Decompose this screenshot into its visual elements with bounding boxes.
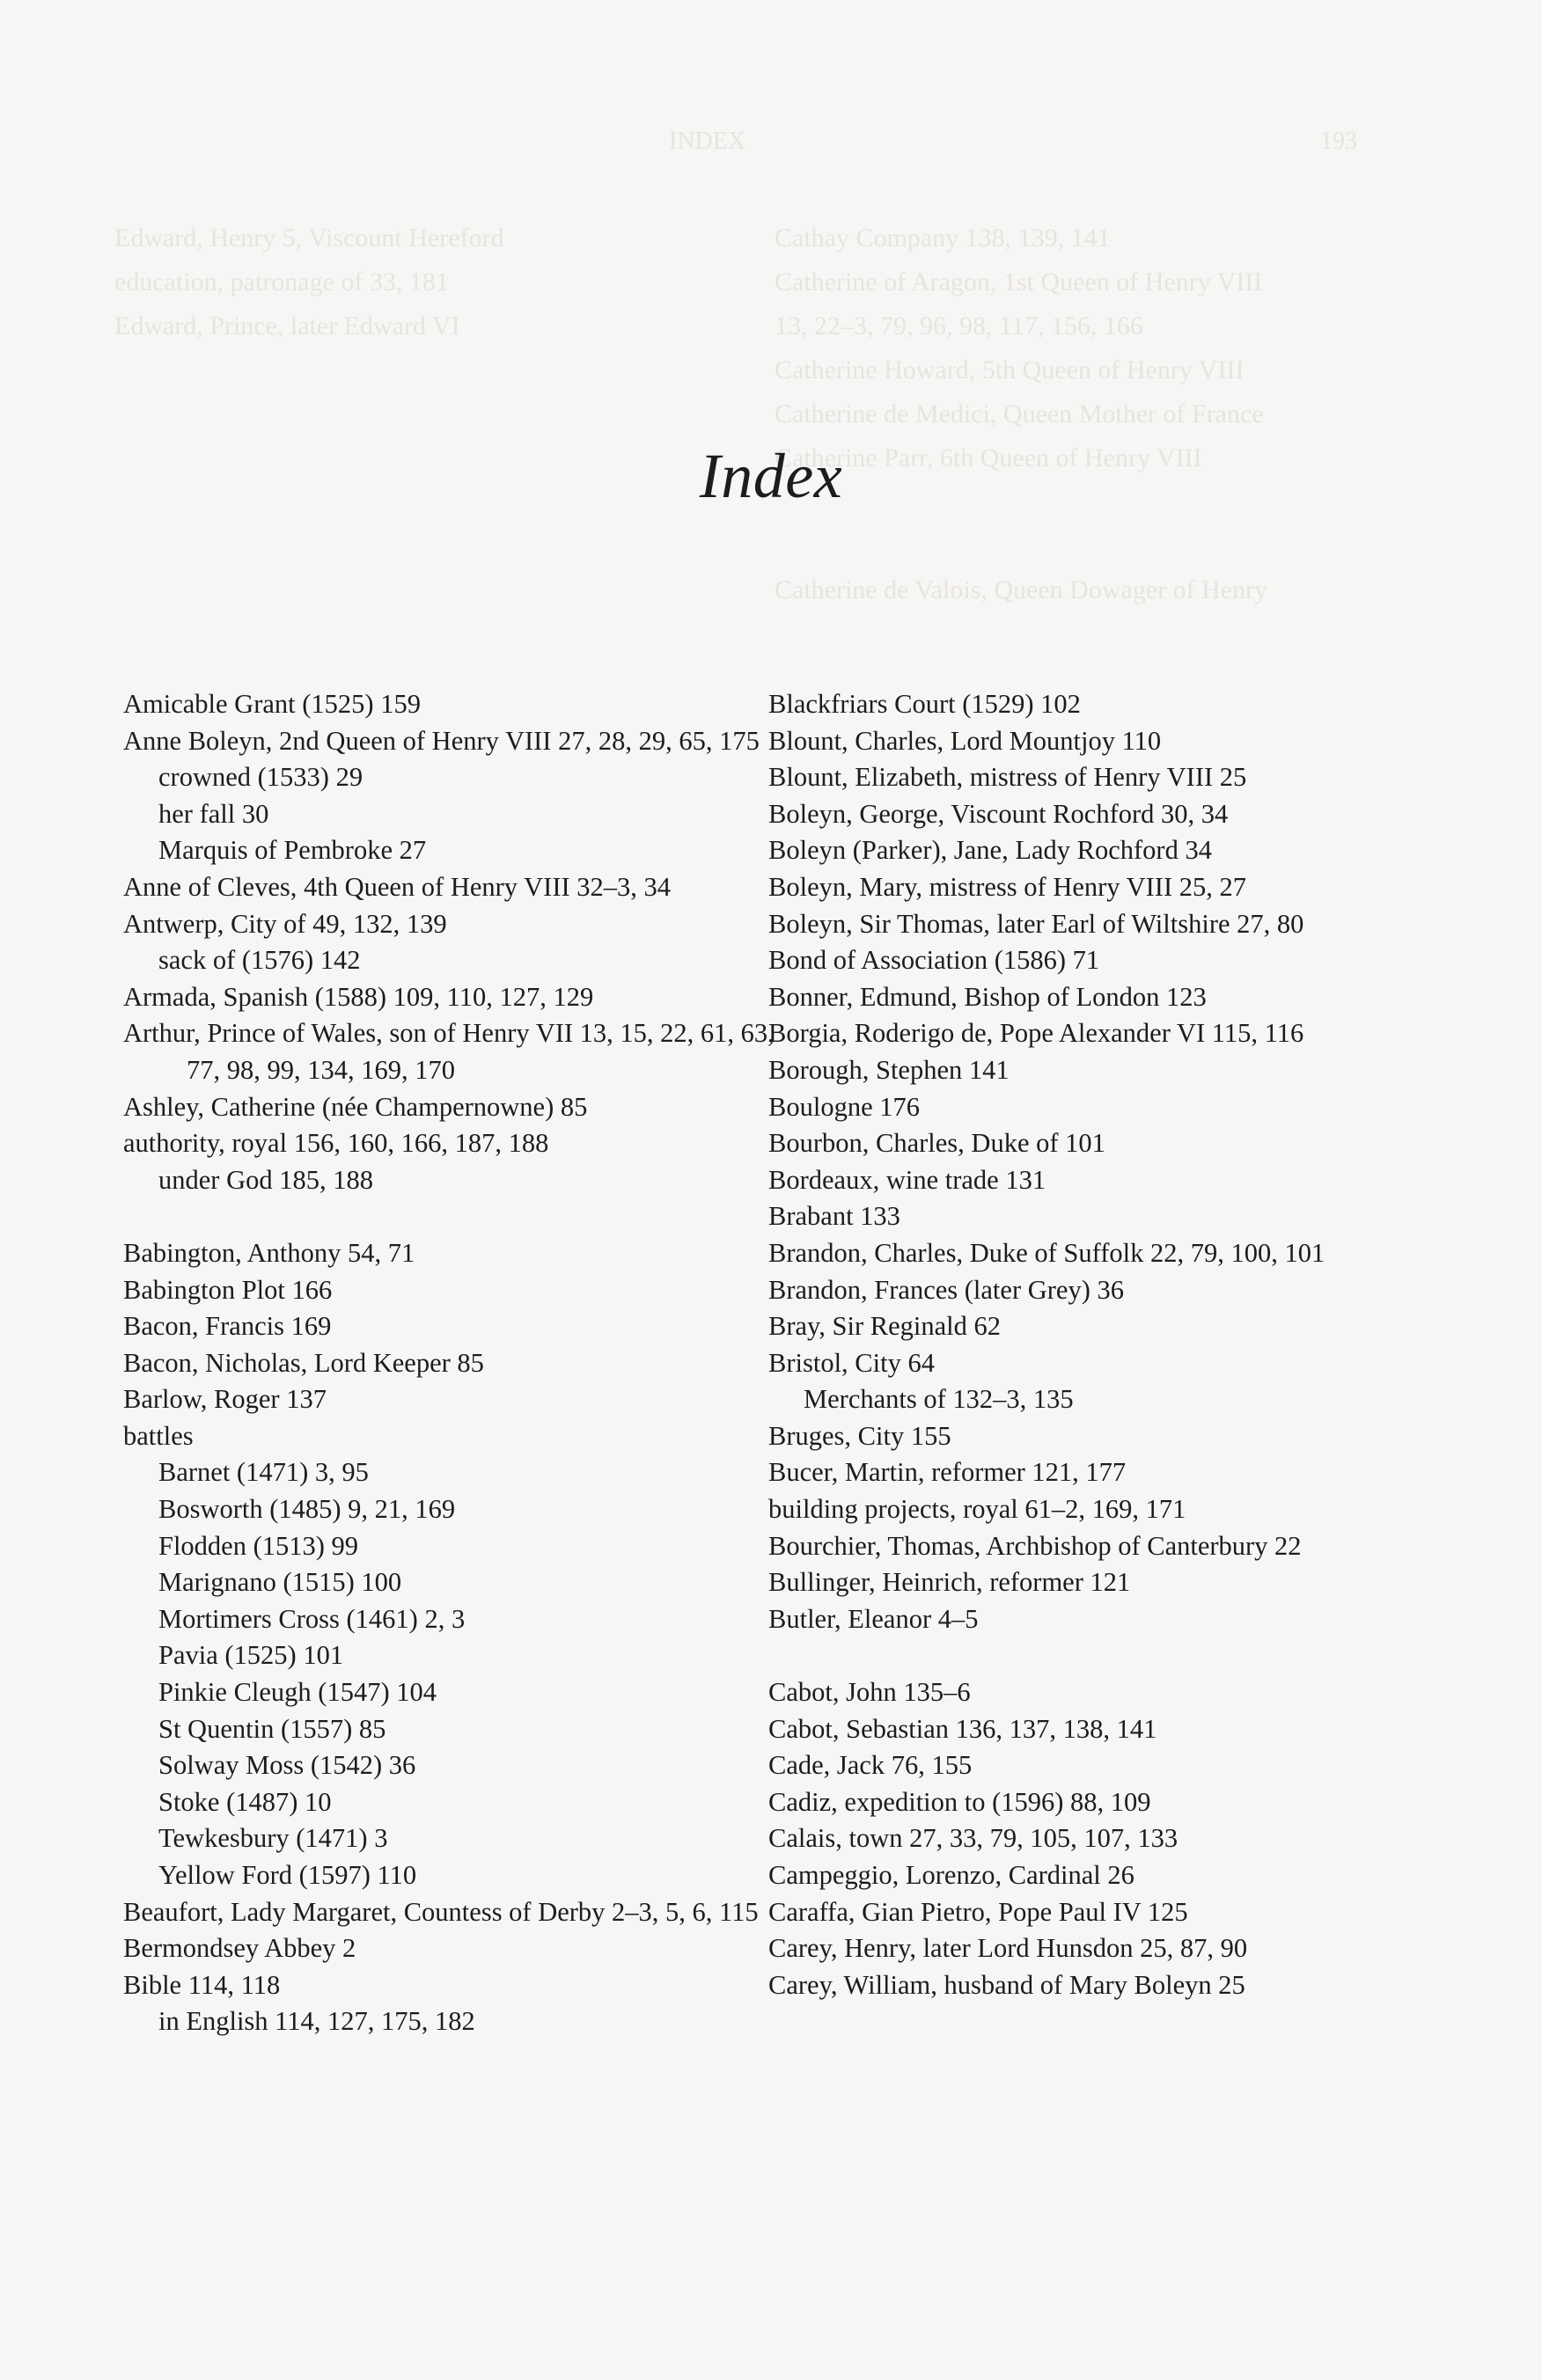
index-subentry: Stoke (1487) 10 [158,1786,332,1817]
index-entry: Bourbon, Charles, Duke of 101 [768,1128,1105,1159]
index-subentry: St Quentin (1557) 85 [158,1713,386,1744]
index-entry: Bermondsey Abbey 2 [123,1933,356,1964]
index-entry: Bacon, Nicholas, Lord Keeper 85 [123,1347,484,1378]
index-entry: Bordeaux, wine trade 131 [768,1164,1046,1195]
index-subentry: crowned (1533) 29 [158,762,363,793]
index-entry: Barlow, Roger 137 [123,1384,327,1415]
index-entry: Cabot, Sebastian 136, 137, 138, 141 [768,1713,1157,1744]
index-entry: Babington, Anthony 54, 71 [123,1237,415,1268]
index-entry: Carey, William, husband of Mary Boleyn 25 [768,1969,1245,2000]
index-entry: Amicable Grant (1525) 159 [123,689,421,719]
index-entry: Brabant 133 [768,1201,900,1232]
index-entry: Brandon, Charles, Duke of Suffolk 22, 79, 100, 101 [768,1237,1325,1268]
index-entry: Boleyn, Mary, mistress of Henry VIII 25, 27 [768,871,1246,902]
section-gap [768,1637,1420,1674]
index-entry: Carey, Henry, later Lord Hunsdon 25, 87, 90 [768,1933,1248,1964]
index-entry: Boleyn (Parker), Jane, Lady Rochford 34 [768,835,1212,866]
index-subentry: Barnet (1471) 3, 95 [158,1457,369,1488]
index-entry: Blackfriars Court (1529) 102 [768,689,1081,719]
index-entry: Bullinger, Heinrich, reformer 121 [768,1567,1131,1598]
index-subentry: Merchants of 132–3, 135 [804,1384,1074,1415]
index-column-right [768,686,1420,2003]
index-subentry: Pinkie Cleugh (1547) 104 [158,1677,437,1708]
index-entry: Arthur, Prince of Wales, son of Henry VII 13, 15, 22, 61, 63, 77, 98, 99, 134, 169, 170 [123,1018,775,1085]
index-entry: Anne Boleyn, 2nd Queen of Henry VIII 27, 28, 29, 65, 175 [123,725,760,756]
bleed-through-background: INDEX 193 Edward, Henry 5, Viscount Hereford Cathay Company 138, 139, 141 education, patronage of 33, 181 Catherine of Aragon, 1st Queen of Henry VIII Edward, Prince, later Edward VI 13, 22–3, 79, 96, 98, 117, 156, 166 Catherine Howard, 5th Queen of Henry VIII Catherine de Medici, Queen Mother of France Catherine Parr, 6th Queen of Henry VIII Catherine de Valois, Queen Dowager of Henry [114,128,1357,604]
index-subentry: Marquis of Pembroke 27 [158,835,427,866]
index-entry: Armada, Spanish (1588) 109, 110, 127, 129 [123,981,594,1012]
index-subentry: Mortimers Cross (1461) 2, 3 [158,1603,466,1634]
index-entry: Bray, Sir Reginald 62 [768,1311,1002,1342]
index-entry: building projects, royal 61–2, 169, 171 [768,1494,1186,1525]
index-entry: Cadiz, expedition to (1596) 88, 109 [768,1786,1151,1817]
index-subentry: Tewkesbury (1471) 3 [158,1823,388,1854]
index-subentry: Bosworth (1485) 9, 21, 169 [158,1494,456,1525]
index-entry: Bond of Association (1586) 71 [768,945,1100,976]
index-entry: authority, royal 156, 160, 166, 187, 188 [123,1128,549,1159]
section-gap [123,1198,775,1235]
index-entry: Bucer, Martin, reformer 121, 177 [768,1457,1127,1488]
index-entry: Antwerp, City of 49, 132, 139 [123,908,447,939]
index-subentry: Solway Moss (1542) 36 [158,1750,416,1781]
index-subentry: in English 114, 127, 175, 182 [158,2006,475,2037]
index-entry: Babington Plot 166 [123,1274,333,1305]
index-entry: battles [123,1420,194,1451]
index-entry: Caraffa, Gian Pietro, Pope Paul IV 125 [768,1896,1188,1927]
index-entry: Cabot, John 135–6 [768,1677,971,1708]
index-entry: Bacon, Francis 169 [123,1311,332,1342]
index-entry: Bonner, Edmund, Bishop of London 123 [768,981,1207,1012]
index-entry: Butler, Eleanor 4–5 [768,1603,979,1634]
index-entry: Campeggio, Lorenzo, Cardinal 26 [768,1860,1134,1890]
index-subentry: sack of (1576) 142 [158,945,361,976]
index-entry: Cade, Jack 76, 155 [768,1750,973,1781]
index-entry: Ashley, Catherine (née Champernowne) 85 [123,1091,588,1122]
index-entry: Bourchier, Thomas, Archbishop of Canterbury 22 [768,1530,1302,1561]
index-subentry: her fall 30 [158,798,269,829]
index-entry: Bible 114, 118 [123,1969,281,2000]
index-entry: Blount, Charles, Lord Mountjoy 110 [768,725,1162,756]
index-entry: Blount, Elizabeth, mistress of Henry VIII 25 [768,762,1247,793]
index-entry: Bruges, City 155 [768,1420,951,1451]
index-entry: Boulogne 176 [768,1091,920,1122]
index-column-left [123,686,775,2040]
index-subentry: Pavia (1525) 101 [158,1640,344,1671]
index-entry: Boleyn, Sir Thomas, later Earl of Wiltshire 27, 80 [768,908,1304,939]
index-entry: Boleyn, George, Viscount Rochford 30, 34 [768,798,1229,829]
index-title: Index [699,441,843,511]
index-subentry: Yellow Ford (1597) 110 [158,1860,417,1890]
index-subentry: Marignano (1515) 100 [158,1567,402,1598]
index-entry: Borough, Stephen 141 [768,1054,1010,1085]
index-subentry: under God 185, 188 [158,1164,373,1195]
index-entry: Bristol, City 64 [768,1347,935,1378]
index-entry: Borgia, Roderigo de, Pope Alexander VI 115, 116 [768,1018,1304,1049]
index-entry: Brandon, Frances (later Grey) 36 [768,1274,1124,1305]
index-entry: Calais, town 27, 33, 79, 105, 107, 133 [768,1823,1179,1854]
index-subentry: Flodden (1513) 99 [158,1530,359,1561]
index-entry: Anne of Cleves, 4th Queen of Henry VIII 32–3, 34 [123,871,672,902]
index-entry: Beaufort, Lady Margaret, Countess of Derby 2–3, 5, 6, 115 [123,1896,759,1927]
